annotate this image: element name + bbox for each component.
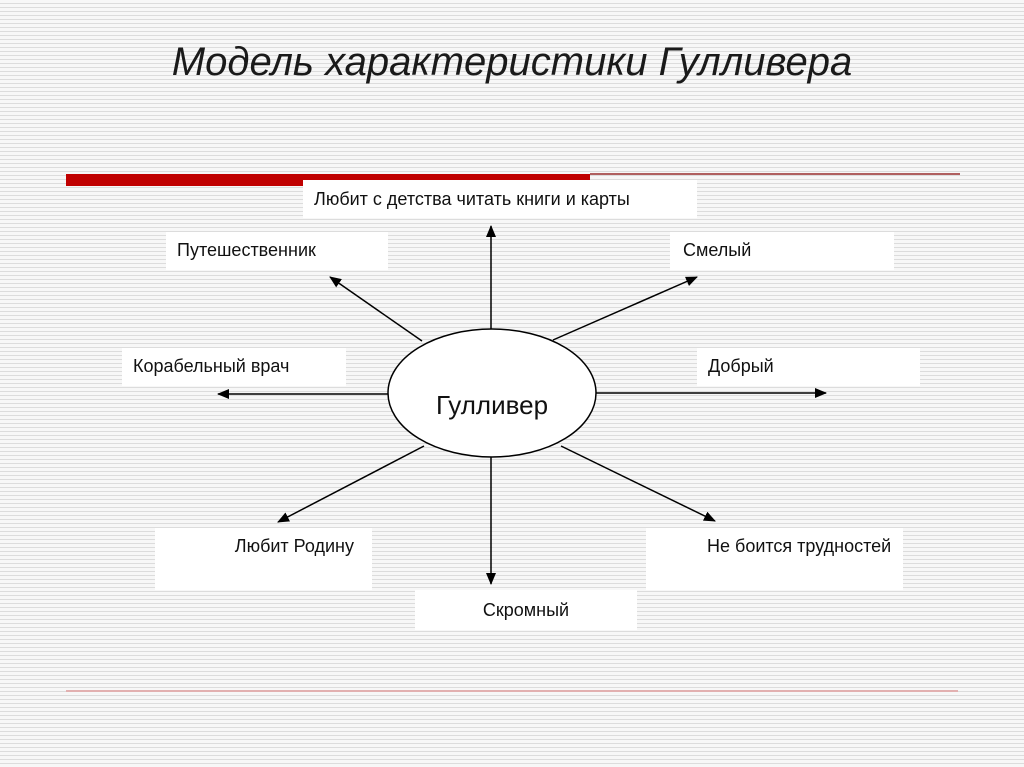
- trait-modest: Скромный: [415, 590, 637, 630]
- trait-not-afraid: Не боится трудностей: [646, 528, 903, 590]
- arrow-upper-left: [330, 277, 422, 341]
- center-node-label: Гулливер: [435, 390, 549, 420]
- arrow-lower-right: [561, 446, 715, 521]
- trait-ship-doctor: Корабельный врач: [122, 348, 346, 386]
- trait-loves-homeland: Любит Родину: [155, 528, 372, 590]
- trait-traveler: Путешественник: [166, 232, 388, 270]
- arrow-lower-left: [278, 446, 424, 522]
- trait-kind: Добрый: [697, 348, 920, 386]
- trait-brave: Смелый: [670, 232, 894, 270]
- slide-title: Модель характеристики Гулливера: [171, 40, 853, 84]
- trait-reads-books: Любит с детства читать книги и карты: [303, 180, 697, 218]
- arrow-upper-right: [553, 277, 697, 340]
